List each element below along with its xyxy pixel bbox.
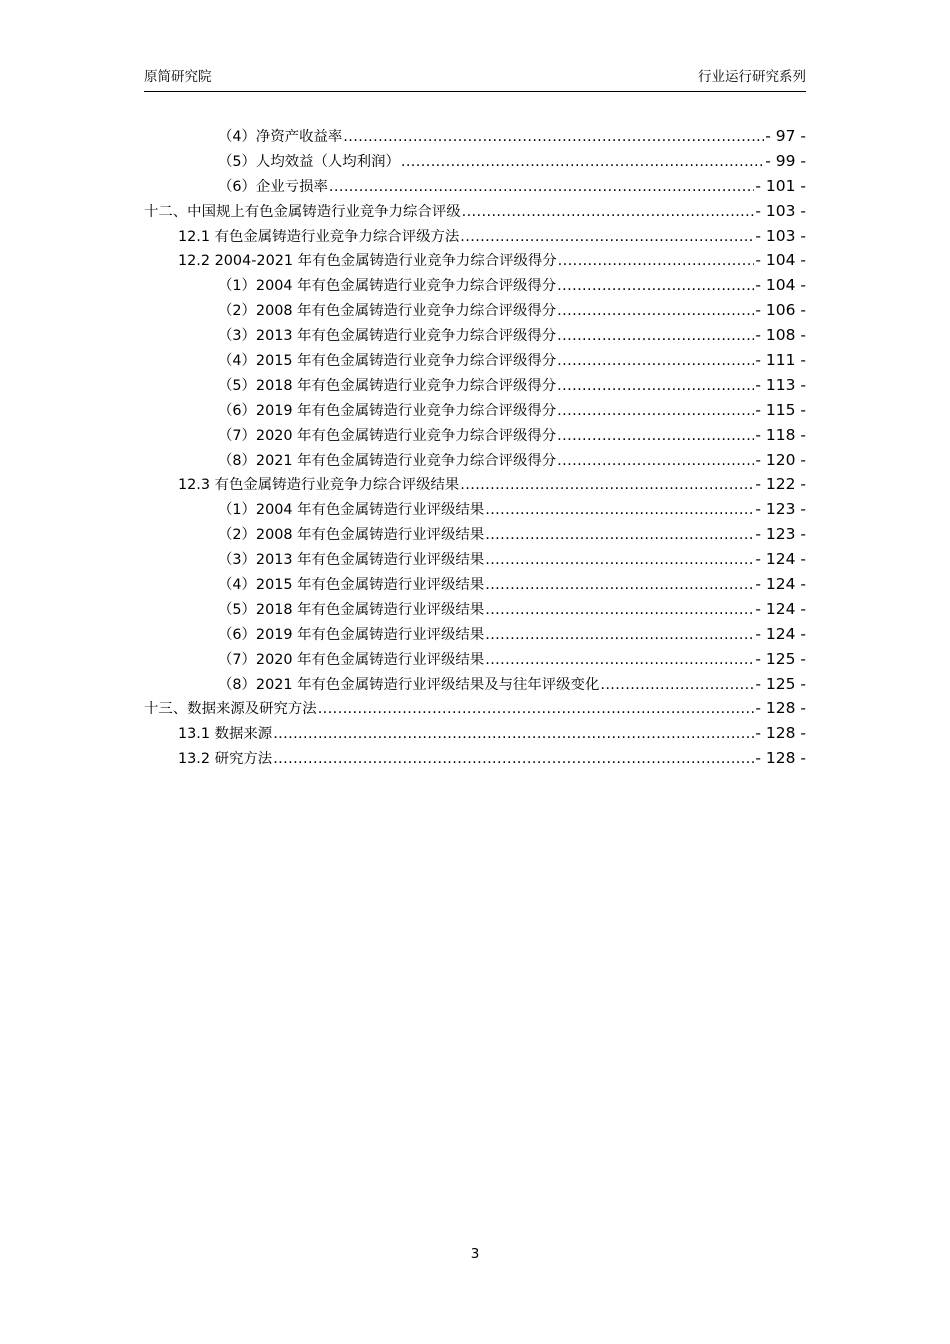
toc-entry-page: - 124 - bbox=[755, 550, 806, 569]
toc-entry[interactable] bbox=[144, 672, 806, 697]
toc-entry-page: - 99 - bbox=[765, 151, 806, 170]
toc-entry-page: - 123 - bbox=[755, 525, 806, 544]
toc-entry-title: （6）2019 年有色金属铸造行业评级结果 bbox=[218, 626, 485, 643]
toc-entry[interactable] bbox=[144, 199, 806, 224]
toc-entry-page: - 128 - bbox=[755, 749, 806, 768]
toc-entry[interactable] bbox=[144, 572, 806, 597]
toc-entry[interactable] bbox=[144, 647, 806, 672]
toc-entry-title: （6）企业亏损率 bbox=[218, 178, 328, 195]
toc-entry[interactable] bbox=[144, 224, 806, 249]
toc-entry-page: - 128 - bbox=[755, 699, 806, 718]
page-header bbox=[144, 66, 806, 92]
toc-entry[interactable] bbox=[144, 174, 806, 199]
toc-dot-leader bbox=[273, 747, 754, 771]
toc-dot-leader bbox=[557, 399, 754, 423]
toc-dot-leader bbox=[343, 125, 764, 149]
toc-entry-page: - 101 - bbox=[755, 176, 806, 195]
toc-entry-title: （7）2020 年有色金属铸造行业评级结果 bbox=[218, 651, 485, 668]
page-number: 3 bbox=[470, 1246, 480, 1262]
toc-dot-leader bbox=[557, 349, 754, 373]
toc-dot-leader bbox=[485, 498, 754, 522]
toc-entry-title: （2）2008 年有色金属铸造行业评级结果 bbox=[218, 527, 485, 544]
toc-entry-page: - 106 - bbox=[755, 301, 806, 320]
toc-entry-title: 十二、中国规上有色金属铸造行业竞争力综合评级 bbox=[144, 203, 461, 220]
toc-entry[interactable] bbox=[144, 423, 806, 448]
toc-dot-leader bbox=[557, 324, 754, 348]
toc-entry-page: - 97 - bbox=[765, 127, 806, 145]
toc-dot-leader bbox=[557, 299, 754, 323]
table-of-contents bbox=[144, 124, 806, 771]
toc-entry-page: - 123 - bbox=[755, 500, 806, 519]
toc-entry-page: - 104 - bbox=[755, 251, 806, 270]
toc-dot-leader bbox=[600, 673, 754, 697]
toc-entry-page: - 124 - bbox=[755, 575, 806, 594]
toc-entry[interactable] bbox=[144, 696, 806, 721]
toc-dot-leader bbox=[557, 274, 754, 298]
toc-dot-leader bbox=[485, 598, 754, 622]
toc-entry-page: - 103 - bbox=[755, 201, 806, 220]
toc-entry-title: 13.1 数据来源 bbox=[178, 726, 273, 743]
toc-dot-leader bbox=[485, 573, 754, 597]
toc-dot-leader bbox=[485, 623, 754, 647]
toc-entry-title: 12.1 有色金属铸造行业竞争力综合评级方法 bbox=[178, 228, 460, 245]
toc-entry[interactable] bbox=[144, 597, 806, 622]
toc-dot-leader bbox=[558, 249, 755, 273]
header-series: 行业运行研究系列 bbox=[698, 69, 806, 85]
toc-dot-leader bbox=[460, 225, 754, 249]
toc-entry-title: （8）2021 年有色金属铸造行业竞争力综合评级得分 bbox=[218, 452, 557, 469]
toc-entry-page: - 118 - bbox=[755, 425, 806, 444]
toc-entry[interactable] bbox=[144, 373, 806, 398]
toc-entry-title: 十三、数据来源及研究方法 bbox=[144, 701, 317, 718]
toc-entry-page: - 122 - bbox=[755, 475, 806, 494]
toc-entry[interactable] bbox=[144, 497, 806, 522]
toc-entry-title: （8）2021 年有色金属铸造行业评级结果及与往年评级变化 bbox=[218, 676, 600, 693]
toc-entry-page: - 125 - bbox=[755, 674, 806, 693]
toc-entry-page: - 103 - bbox=[755, 226, 806, 245]
toc-entry-page: - 124 - bbox=[755, 624, 806, 643]
toc-dot-leader bbox=[462, 200, 755, 224]
toc-dot-leader bbox=[273, 722, 754, 746]
toc-entry-title: 13.2 研究方法 bbox=[178, 751, 273, 768]
toc-entry-title: （5）2018 年有色金属铸造行业评级结果 bbox=[218, 601, 485, 618]
toc-entry[interactable] bbox=[144, 248, 806, 273]
toc-entry[interactable] bbox=[144, 448, 806, 473]
toc-entry-title: （2）2008 年有色金属铸造行业竞争力综合评级得分 bbox=[218, 303, 557, 320]
toc-entry-title: （3）2013 年有色金属铸造行业评级结果 bbox=[218, 552, 485, 569]
toc-dot-leader bbox=[485, 648, 754, 672]
toc-dot-leader bbox=[485, 523, 754, 547]
toc-entry-page: - 120 - bbox=[755, 450, 806, 469]
toc-dot-leader bbox=[318, 697, 755, 721]
toc-dot-leader bbox=[401, 150, 764, 174]
toc-entry[interactable] bbox=[144, 124, 806, 149]
toc-entry-title: （7）2020 年有色金属铸造行业竞争力综合评级得分 bbox=[218, 427, 557, 444]
toc-dot-leader bbox=[485, 548, 754, 572]
toc-entry[interactable] bbox=[144, 323, 806, 348]
toc-entry-title: 12.2 2004-2021 年有色金属铸造行业竞争力综合评级得分 bbox=[178, 253, 557, 270]
toc-entry[interactable] bbox=[144, 622, 806, 647]
toc-entry[interactable] bbox=[144, 746, 806, 771]
toc-entry-title: （4）净资产收益率 bbox=[218, 129, 343, 145]
toc-entry-page: - 125 - bbox=[755, 649, 806, 668]
toc-entry[interactable] bbox=[144, 547, 806, 572]
toc-entry[interactable] bbox=[144, 298, 806, 323]
toc-entry-page: - 108 - bbox=[755, 326, 806, 345]
toc-entry-title: （5）人均效益（人均利润） bbox=[218, 153, 400, 170]
header-publisher: 原简研究院 bbox=[144, 69, 212, 85]
toc-entry-page: - 113 - bbox=[755, 375, 806, 394]
toc-entry[interactable] bbox=[144, 522, 806, 547]
toc-entry-page: - 104 - bbox=[755, 276, 806, 295]
toc-entry[interactable] bbox=[144, 472, 806, 497]
toc-entry-page: - 128 - bbox=[755, 724, 806, 743]
toc-entry-page: - 111 - bbox=[755, 351, 806, 370]
toc-entry-title: （1）2004 年有色金属铸造行业竞争力综合评级得分 bbox=[218, 278, 557, 295]
toc-dot-leader bbox=[329, 175, 754, 199]
toc-entry[interactable] bbox=[144, 273, 806, 298]
toc-dot-leader bbox=[557, 449, 754, 473]
toc-entry-page: - 115 - bbox=[755, 400, 806, 419]
toc-entry-title: 12.3 有色金属铸造行业竞争力综合评级结果 bbox=[178, 477, 460, 494]
toc-entry[interactable] bbox=[144, 149, 806, 174]
toc-entry[interactable] bbox=[144, 398, 806, 423]
toc-entry-page: - 124 - bbox=[755, 599, 806, 618]
toc-entry-title: （3）2013 年有色金属铸造行业竞争力综合评级得分 bbox=[218, 328, 557, 345]
toc-entry[interactable] bbox=[144, 721, 806, 746]
toc-entry-title: （4）2015 年有色金属铸造行业评级结果 bbox=[218, 577, 485, 594]
toc-dot-leader bbox=[557, 374, 754, 398]
toc-entry-title: （6）2019 年有色金属铸造行业竞争力综合评级得分 bbox=[218, 402, 557, 419]
toc-dot-leader bbox=[460, 473, 754, 497]
toc-entry[interactable] bbox=[144, 348, 806, 373]
toc-entry-title: （1）2004 年有色金属铸造行业评级结果 bbox=[218, 502, 485, 519]
toc-entry-title: （5）2018 年有色金属铸造行业竞争力综合评级得分 bbox=[218, 377, 557, 394]
toc-entry-title: （4）2015 年有色金属铸造行业竞争力综合评级得分 bbox=[218, 353, 557, 370]
toc-dot-leader bbox=[557, 424, 754, 448]
